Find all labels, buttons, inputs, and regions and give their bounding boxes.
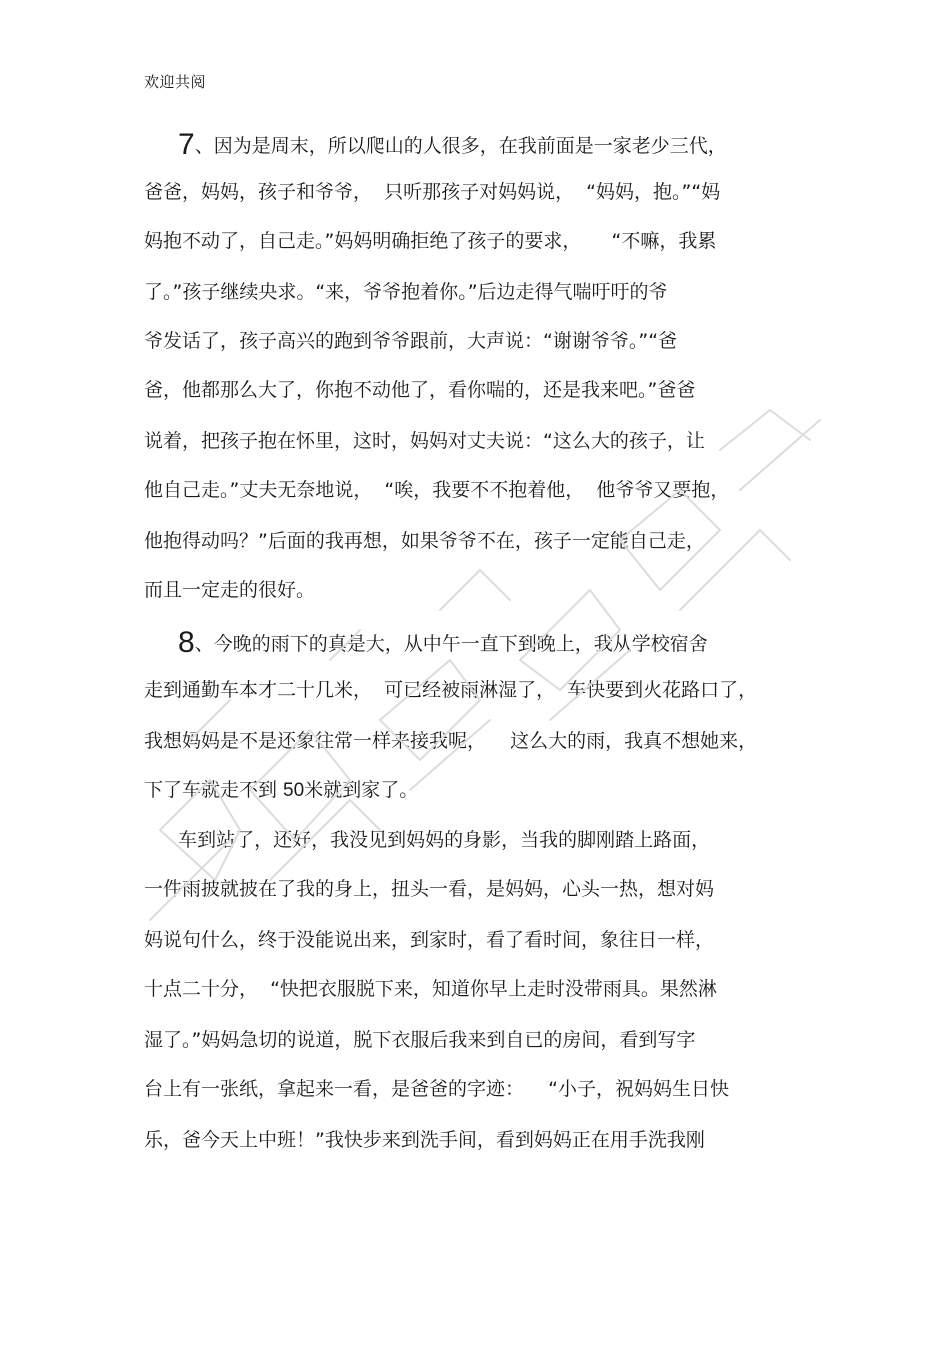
section7-line-2: 爸爸，妈妈，孩子和爷爷， 只听那孩子对妈妈说， “妈妈，抱。”“妈 bbox=[144, 181, 721, 203]
section7-line-1: 7、因为是周末，所以爬山的人很多，在我前面是一家老少三代， bbox=[178, 128, 727, 161]
section7-line-10: 而且一定走的很好。 bbox=[144, 579, 316, 601]
paragraph3-line-1: 车到站了，还好，我没见到妈妈的身影，当我的脚刚踏上路面， bbox=[166, 829, 711, 851]
section7-line-5: 爷发话了，孩子高兴的跑到爷爷跟前，大声说：“谢谢爷爷。”“爸 bbox=[144, 330, 678, 352]
paragraph3-line-6: 台上有一张纸，拿起来一看，是爸爸的字迹： “小子，祝妈妈生日快 bbox=[144, 1078, 730, 1100]
section8-line-3: 我想妈妈是不是还象往常一样来接我呢， 这么大的雨，我真不想她来， bbox=[144, 730, 758, 752]
paragraph3-line-7: 乐，爸今天上中班！”我快步来到洗手间，看到妈妈正在用手洗我刚 bbox=[144, 1129, 705, 1151]
section8-line-1: 8、今晚的雨下的真是大，从中午一直下到晚上，我从学校宿舍 bbox=[178, 626, 708, 659]
section8-number: 8 bbox=[178, 626, 195, 659]
page-header: 欢迎共阅 bbox=[144, 73, 207, 91]
paragraph3-line-4: 十点二十分， “快把衣服脱下来，知道你早上走时没带雨具。果然淋 bbox=[144, 978, 717, 1000]
paragraph3-line-2: 一件雨披就披在了我的身上，扭头一看，是妈妈，心头一热，想对妈 bbox=[144, 878, 715, 900]
distance-number: 50 bbox=[283, 780, 305, 801]
section8-line-2: 走到通勤车本才二十几米， 可已经被雨淋湿了， 车快要到火花路口了， bbox=[144, 679, 758, 701]
section8-line-4: 下了车就走不到 50米就到家了。 bbox=[144, 779, 419, 801]
paragraph3-line-3: 妈说句什么，终于没能说出来，到家时，看了看时间，象往日一样， bbox=[144, 929, 715, 951]
section7-line-8: 他自己走。”丈夫无奈地说， “唉，我要不不抱着他， 他爷爷又要抱， bbox=[144, 479, 730, 501]
section7-line-7: 说着，把孩子抱在怀里，这时，妈妈对丈夫说：“这么大的孩子，让 bbox=[144, 430, 705, 452]
paragraph3-line-5: 湿了。”妈妈急切的说道，脱下衣服后我来到自已的房间，看到写字 bbox=[144, 1029, 696, 1051]
section7-number: 7 bbox=[178, 128, 195, 161]
section7-line-4: 了。”孩子继续央求。“来，爷爷抱着你。”后边走得气喘吁吁的爷 bbox=[144, 281, 668, 303]
section7-line-3: 妈抱不动了，自己走。”妈妈明确拒绝了孩子的要求， “不嘛，我累 bbox=[144, 230, 717, 252]
section7-line-9: 他抱得动吗？”后面的我再想，如果爷爷不在，孩子一定能自己走， bbox=[144, 530, 705, 552]
section7-line-6: 爸，他都那么大了，你抱不动他了，看你喘的，还是我来吧。”爸爸 bbox=[144, 379, 696, 401]
